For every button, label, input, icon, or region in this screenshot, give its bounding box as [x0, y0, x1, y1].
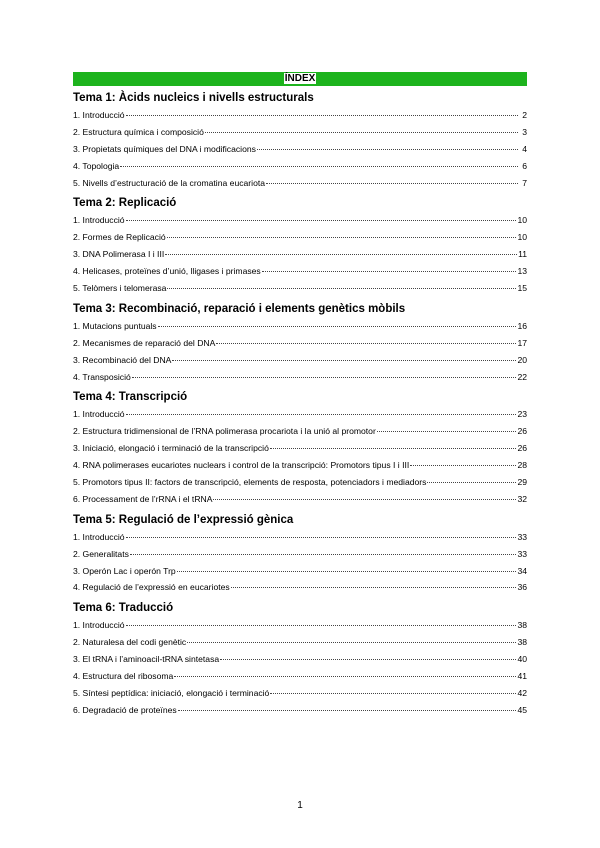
toc-entry-page: 17	[517, 337, 527, 348]
dot-leader	[270, 692, 516, 694]
toc-entry[interactable]	[73, 579, 527, 596]
toc-entry-page: 4	[522, 143, 527, 154]
toc-entry[interactable]	[73, 563, 527, 580]
toc-entry-page: 10	[517, 215, 527, 226]
index-title: ÍNDEX	[284, 73, 316, 84]
toc-entry-label: 5. Síntesi peptídica: iniciació, elongació i terminació	[73, 687, 270, 698]
dot-leader	[126, 219, 517, 221]
toc-entry-page: 45	[517, 704, 527, 715]
dot-leader	[167, 236, 517, 238]
section-heading[interactable]: Tema 6: Traducció	[73, 602, 174, 615]
toc-entry-label: 2. Mecanismes de reparació del DNA	[73, 337, 216, 348]
toc-entry[interactable]	[73, 423, 527, 440]
dot-leader	[120, 165, 518, 167]
dot-leader	[262, 270, 517, 272]
toc-entry-page: 13	[517, 266, 527, 277]
toc-entry-page: 42	[517, 687, 527, 698]
toc-entry-label: 3. Operón Lac i operón Trp	[73, 565, 176, 576]
toc-section	[73, 600, 527, 718]
section-heading[interactable]: Tema 3: Recombinació, reparació i elements genètics mòbils	[73, 302, 406, 315]
toc-body	[73, 90, 527, 719]
toc-entry-label: 1. Introducció	[73, 409, 125, 420]
toc-entry-label: 4. Transposició	[73, 371, 131, 382]
page-number: 1	[297, 800, 303, 811]
toc-entry-page: 6	[522, 160, 527, 171]
toc-entry-page: 26	[517, 426, 527, 437]
toc-entry[interactable]	[73, 263, 527, 280]
toc-entry-page: 2	[522, 110, 527, 120]
toc-entry[interactable]	[73, 246, 527, 263]
toc-entry-label: 1. Introducció	[73, 620, 125, 631]
toc-entry[interactable]	[73, 124, 527, 141]
toc-entry-page: 36	[517, 582, 527, 593]
toc-entry-page: 26	[517, 443, 527, 454]
toc-entry-label: 4. Topologia	[73, 160, 120, 171]
toc-entry-page: 33	[517, 548, 527, 559]
toc-entry[interactable]	[73, 107, 527, 124]
dot-leader	[172, 359, 516, 361]
toc-entry[interactable]	[73, 668, 527, 685]
toc-entry-label: 4. Regulació de l’expressió en eucariotes	[73, 582, 230, 593]
toc-entry-page: 32	[517, 493, 527, 504]
toc-entry-label: 3. El tRNA i l’aminoacil-tRNA sintetasa	[73, 654, 220, 665]
toc-entry-page: 38	[517, 637, 527, 648]
toc-entry-label: 4. Helicases, proteïnes d’unió, lligases i primases	[73, 266, 261, 277]
toc-entry[interactable]	[73, 352, 527, 369]
toc-entry-page: 11	[518, 249, 527, 260]
toc-entry[interactable]	[73, 280, 527, 297]
dot-leader	[187, 641, 516, 643]
dot-leader	[410, 464, 516, 466]
toc-entry-page: 15	[517, 283, 527, 294]
dot-leader	[167, 287, 516, 289]
dot-leader	[126, 413, 517, 415]
toc-entry[interactable]	[73, 457, 527, 474]
dot-leader	[126, 536, 517, 538]
section-heading[interactable]: Tema 1: Àcids nucleics i nivells estructurals	[73, 92, 314, 104]
toc-entry[interactable]	[73, 175, 527, 192]
dot-leader	[126, 624, 517, 626]
toc-entry[interactable]	[73, 634, 527, 651]
toc-section	[73, 195, 527, 296]
toc-entry-label: 6. Processament de l’rRNA i el tRNA	[73, 493, 213, 504]
toc-entry-page: 20	[517, 354, 527, 365]
toc-entry-page: 33	[517, 531, 527, 542]
section-heading[interactable]: Tema 2: Replicació	[73, 197, 177, 210]
toc-entry-page: 38	[517, 620, 527, 631]
toc-entry-label: 1. Introducció	[73, 531, 125, 542]
toc-entry[interactable]	[73, 529, 527, 546]
dot-leader	[158, 325, 517, 327]
toc-entry-page: 23	[517, 409, 527, 420]
toc-entry[interactable]	[73, 229, 527, 246]
toc-entry-label: 2. Generalitats	[73, 548, 129, 559]
dot-leader	[132, 376, 517, 378]
dot-leader	[257, 148, 518, 150]
toc-section	[73, 389, 527, 507]
toc-entry-page: 28	[517, 460, 527, 471]
toc-section	[73, 90, 527, 191]
dot-leader	[216, 342, 516, 344]
toc-section	[73, 512, 527, 597]
dot-leader	[266, 182, 518, 184]
toc-entry-page: 34	[517, 565, 527, 576]
dot-leader	[270, 447, 517, 449]
toc-entry-label: 3. Iniciació, elongació i terminació de la transcripció	[73, 443, 269, 454]
dot-leader	[126, 114, 518, 116]
toc-entry-label: 2. Formes de Replicació	[73, 232, 166, 243]
toc-entry[interactable]	[73, 651, 527, 668]
section-heading[interactable]: Tema 4: Transcripció	[73, 391, 188, 404]
toc-entry[interactable]	[73, 546, 527, 563]
toc-entry-label: 2. Naturalesa del codi genètic	[73, 637, 187, 648]
table-of-contents	[73, 72, 527, 719]
toc-entry[interactable]	[73, 335, 527, 352]
toc-entry-label: 2. Estructura tridimensional de l’RNA polimerasa procariota i la unió al promotor	[73, 426, 376, 437]
toc-entry-page: 29	[517, 477, 527, 488]
toc-entry-page: 7	[522, 177, 527, 188]
toc-entry-label: 6. Degradació de proteïnes	[73, 704, 177, 715]
toc-entry-label: 3. Recombinació del DNA	[73, 354, 172, 365]
section-heading[interactable]: Tema 5: Regulació de l’expressió gènica	[73, 513, 294, 526]
dot-leader	[220, 658, 516, 660]
dot-leader	[231, 586, 517, 588]
toc-entry[interactable]	[73, 212, 527, 229]
dot-leader	[130, 553, 517, 555]
toc-entry-label: 1. Introducció	[73, 215, 125, 226]
toc-entry[interactable]	[73, 617, 527, 634]
toc-entry-page: 22	[517, 371, 527, 382]
toc-entry-label: 3. DNA Polimerasa I i III	[73, 249, 165, 260]
toc-entry-page: 41	[517, 671, 527, 682]
toc-entry-label: 2. Estructura química i composició	[73, 126, 204, 137]
dot-leader	[178, 709, 517, 711]
dot-leader	[205, 131, 518, 133]
toc-entry-page: 40	[517, 654, 527, 665]
toc-entry[interactable]	[73, 158, 527, 175]
toc-section	[73, 301, 527, 386]
toc-entry-label: 3. Propietats químiques del DNA i modificacions	[73, 143, 256, 154]
index-title-bar	[73, 72, 527, 86]
toc-entry[interactable]	[73, 318, 527, 335]
toc-entry-page: 10	[517, 232, 527, 243]
toc-entry[interactable]	[73, 406, 527, 423]
toc-entry-label: 5. Telòmers i telomerasa	[73, 283, 167, 294]
toc-entry[interactable]	[73, 702, 527, 719]
dot-leader	[165, 253, 517, 255]
toc-entry-page: 3	[522, 126, 527, 137]
toc-entry-label: 5. Promotors tipus II: factors de transcripció, elements de resposta, potenciadors i mediadors	[73, 477, 427, 488]
toc-entry-label: 4. Estructura del ribosoma	[73, 671, 174, 682]
toc-entry[interactable]	[73, 491, 527, 508]
dot-leader	[377, 430, 517, 432]
dot-leader	[177, 570, 517, 572]
toc-entry-label: 1. Introducció	[73, 110, 125, 120]
dot-leader	[174, 675, 516, 677]
toc-entry[interactable]	[73, 440, 527, 457]
toc-entry[interactable]	[73, 685, 527, 702]
toc-entry-label: 4. RNA polimerases eucariotes nuclears i control de la transcripció: Promotors tipus I i III	[73, 460, 410, 471]
toc-entry[interactable]	[73, 141, 527, 158]
dot-leader	[213, 498, 516, 500]
toc-entry-label: 5. Nivells d’estructuració de la cromatina eucariota	[73, 177, 266, 188]
dot-leader	[427, 481, 516, 483]
toc-entry-page: 16	[517, 320, 527, 331]
toc-entry[interactable]	[73, 369, 527, 386]
toc-entry-label: 1. Mutacions puntuals	[73, 320, 157, 331]
toc-entry[interactable]	[73, 474, 527, 491]
